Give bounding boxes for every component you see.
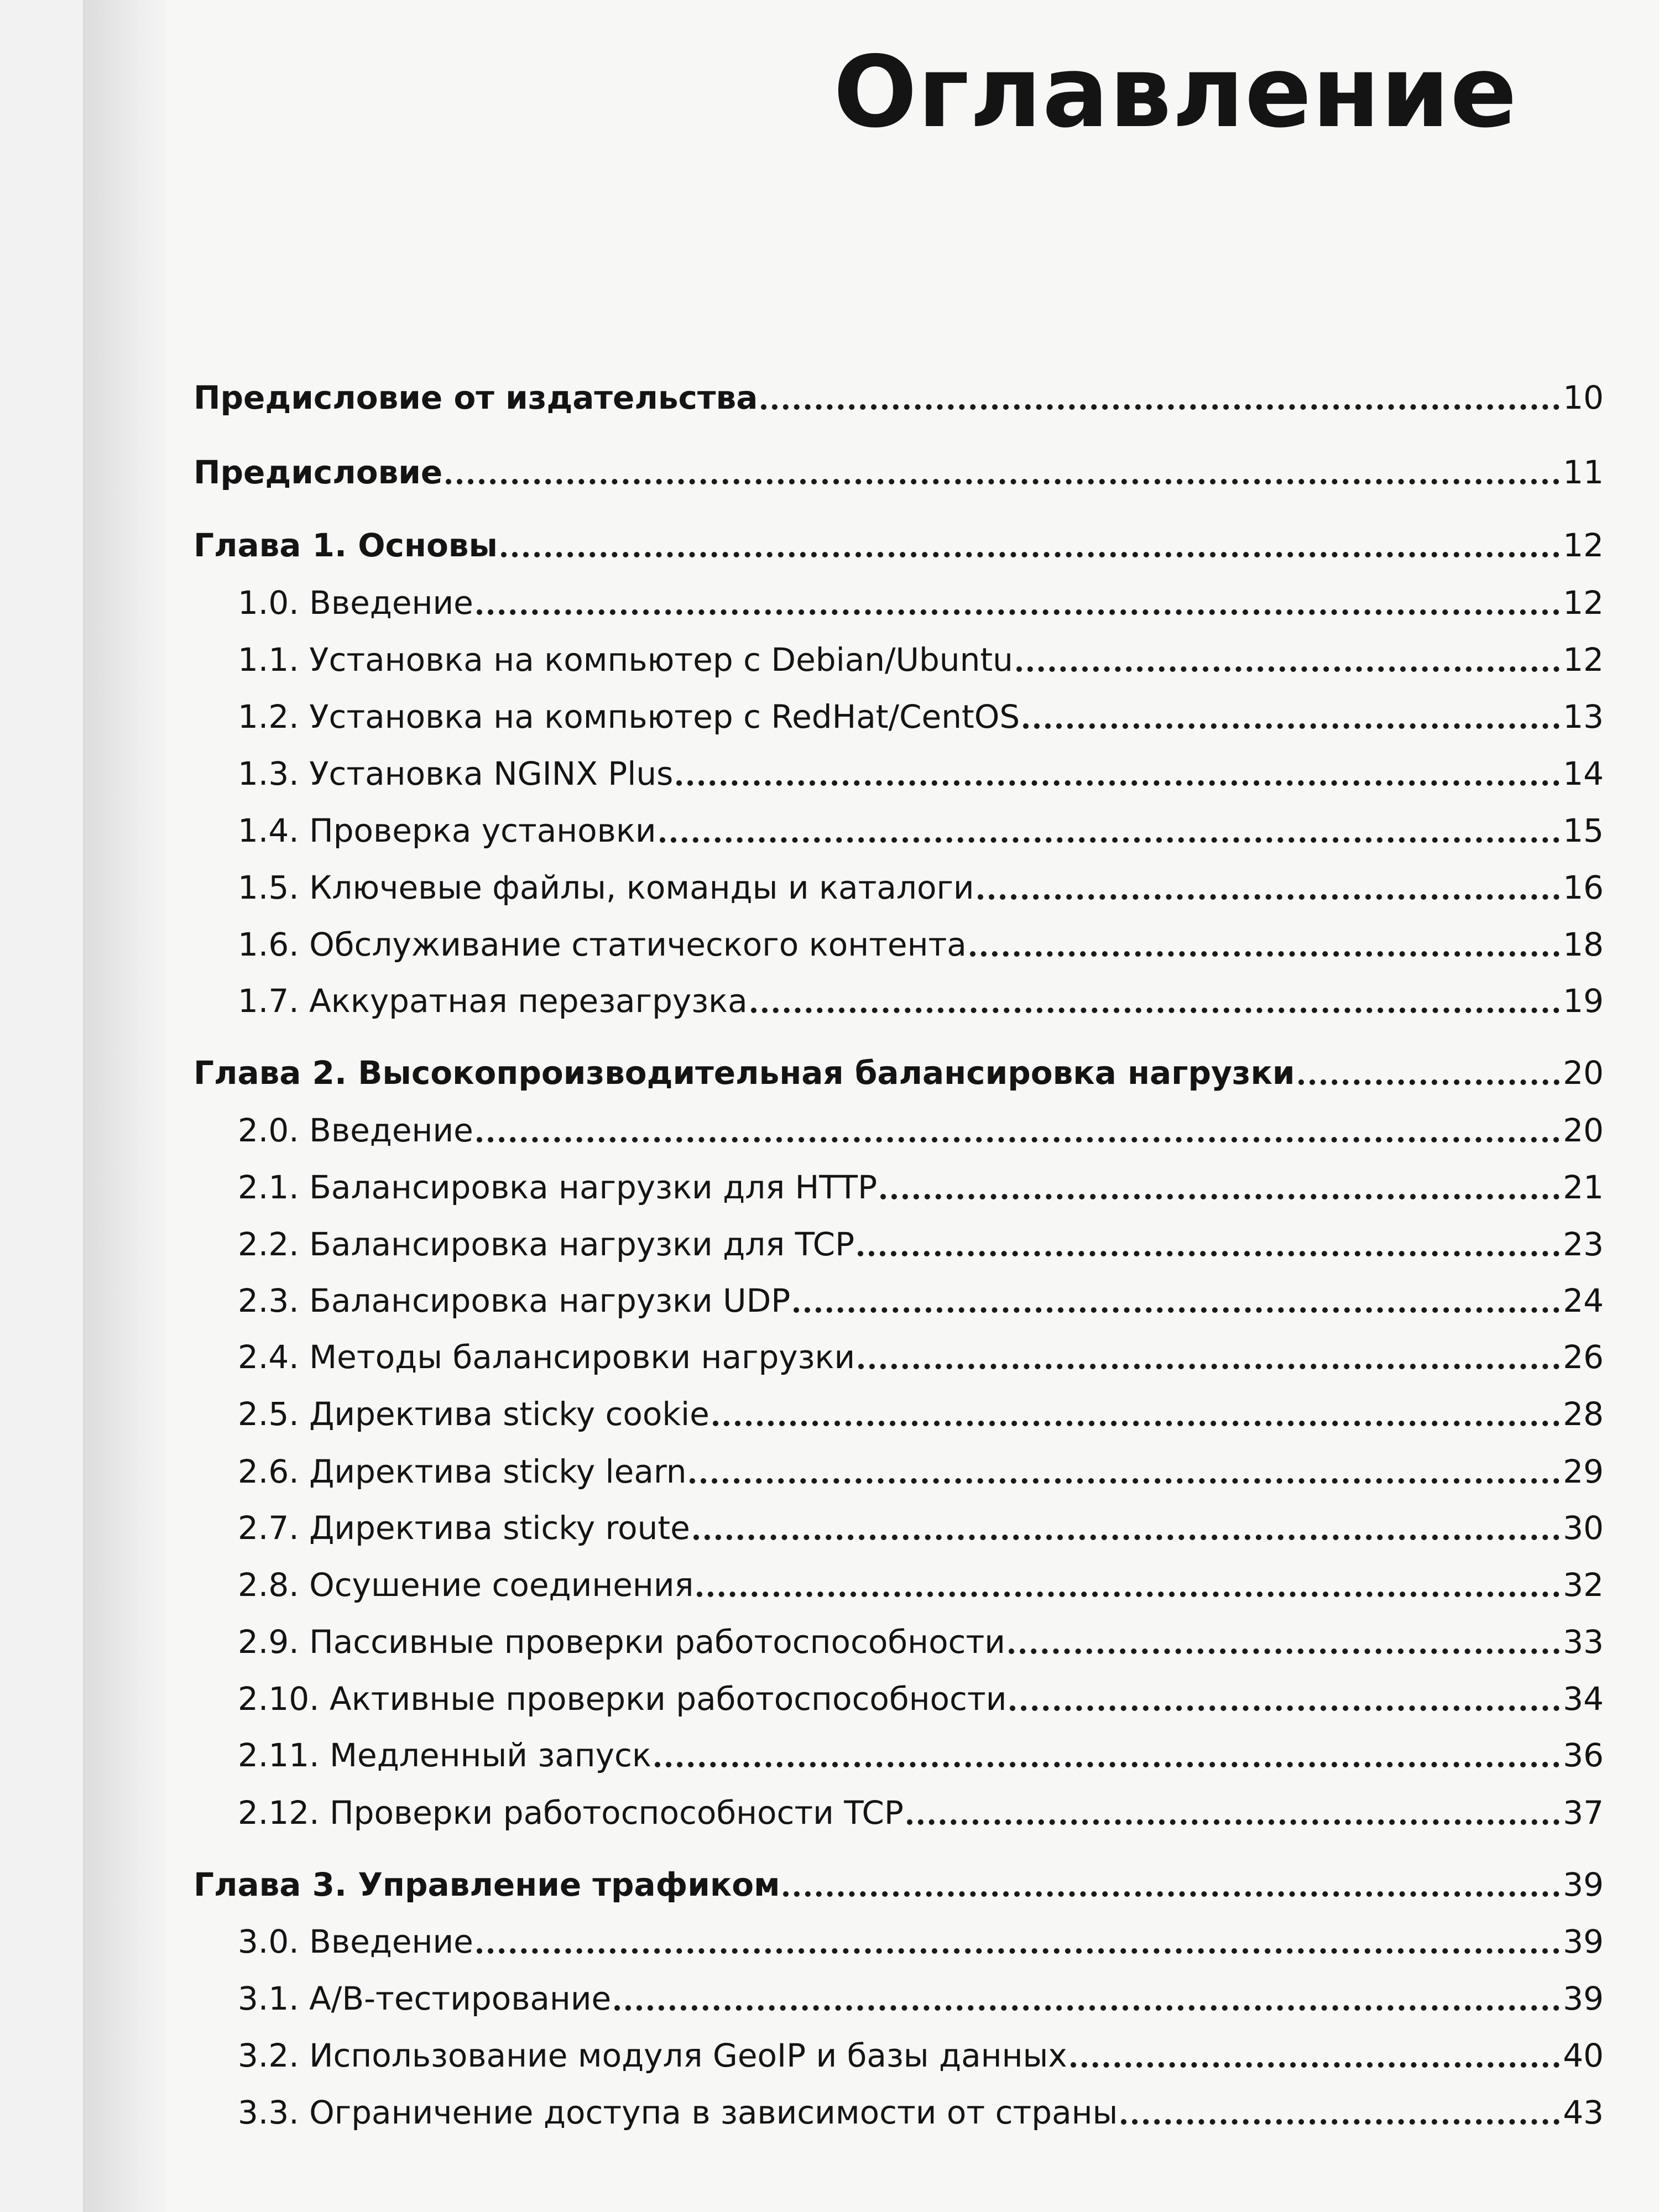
toc-entry-title: 3.1. A/B-тестирование [238, 1980, 612, 2018]
toc-section-entry [194, 1669, 1604, 1719]
toc-section-entry [194, 687, 1604, 737]
toc-page-number: 21 [1563, 1168, 1604, 1207]
toc-page-number: 15 [1563, 812, 1604, 850]
toc-page-number: 11 [1563, 453, 1604, 492]
dot-leader [970, 951, 1559, 957]
toc-section-entry [194, 630, 1604, 680]
toc-entry-title: 2.3. Балансировка нагрузки UDP [238, 1282, 791, 1320]
dot-leader [713, 1421, 1559, 1426]
dot-leader [1121, 2119, 1559, 2125]
toc-entry-title: 2.1. Балансировка нагрузки для HTTP [238, 1168, 878, 1207]
toc-page-number: 12 [1563, 584, 1604, 622]
toc-page-number: 10 [1563, 379, 1604, 417]
toc-entry-title: Предисловие [194, 453, 443, 492]
dot-leader [1009, 1648, 1559, 1654]
toc-entry-title: 1.6. Обслуживание статического контента [238, 926, 967, 964]
toc-section-entry [194, 1498, 1604, 1548]
toc-page-number: 39 [1563, 1980, 1604, 2018]
dot-leader [697, 1592, 1559, 1597]
toc-section-entry [194, 1271, 1604, 1321]
toc-page-number: 20 [1563, 1054, 1604, 1092]
toc-entry-title: 1.0. Введение [238, 584, 473, 622]
toc-page-number: 37 [1563, 1794, 1604, 1832]
table-of-contents [194, 0, 1604, 2212]
toc-entry-title: Предисловие от издательства [194, 379, 758, 417]
toc-chapter-entry [194, 442, 1604, 492]
toc-section-entry [194, 801, 1604, 851]
toc-section-entry [194, 2083, 1604, 2132]
dot-leader [761, 404, 1559, 410]
dot-leader [477, 1137, 1559, 1142]
toc-page-number: 16 [1563, 869, 1604, 907]
dot-leader [794, 1307, 1559, 1313]
dot-leader [446, 479, 1559, 484]
dot-leader [1016, 666, 1559, 672]
toc-page-number: 30 [1563, 1509, 1604, 1547]
toc-section-entry [194, 2026, 1604, 2075]
toc-section-entry [194, 1612, 1604, 1662]
toc-chapter-entry [194, 368, 1604, 418]
dot-leader [693, 1535, 1559, 1540]
dot-leader [1023, 723, 1559, 729]
toc-section-entry [194, 573, 1604, 623]
toc-page-number: 14 [1563, 755, 1604, 793]
dot-leader [751, 1008, 1560, 1013]
dot-leader [1071, 2062, 1560, 2068]
page-spine-shadow [83, 0, 166, 2212]
toc-page-number: 24 [1563, 1282, 1604, 1320]
toc-section-entry [194, 1725, 1604, 1775]
toc-entry-title: 2.4. Методы балансировки нагрузки [238, 1338, 855, 1376]
toc-entry-title: 1.7. Аккуратная перезагрузка [238, 982, 748, 1020]
toc-page-number: 23 [1563, 1225, 1604, 1264]
toc-section-entry [194, 1555, 1604, 1605]
toc-page-number: 20 [1563, 1112, 1604, 1150]
toc-chapter-entry [194, 1043, 1604, 1093]
toc-section-entry [194, 858, 1604, 907]
toc-section-entry [194, 1969, 1604, 2018]
dot-leader [477, 609, 1559, 615]
toc-section-entry [194, 1912, 1604, 1961]
toc-section-entry [194, 971, 1604, 1021]
toc-entry-title: 3.2. Использование модуля GeoIP и базы данных [238, 2037, 1067, 2075]
toc-entry-title: 2.10. Активные проверки работоспособности [238, 1680, 1007, 1718]
dot-leader [1010, 1705, 1559, 1711]
toc-section-entry [194, 1327, 1604, 1377]
toc-page-number: 40 [1563, 2037, 1604, 2075]
toc-entry-title: 2.8. Осушение соединения [238, 1566, 694, 1604]
toc-chapter-entry [194, 1855, 1604, 1905]
dot-leader [660, 837, 1560, 843]
toc-section-entry [194, 1384, 1604, 1434]
dot-leader [690, 1478, 1559, 1484]
toc-entry-title: 3.3. Ограничение доступа в зависимости от страны [238, 2094, 1118, 2132]
toc-entry-title: 2.7. Директива sticky route [238, 1509, 690, 1547]
toc-page-number: 12 [1563, 641, 1604, 679]
toc-page-number: 19 [1563, 982, 1604, 1020]
toc-page-number: 12 [1563, 526, 1604, 565]
toc-page-number: 43 [1563, 2094, 1604, 2132]
toc-entry-title: 1.5. Ключевые файлы, команды и каталоги [238, 869, 974, 907]
toc-section-entry [194, 1100, 1604, 1150]
toc-entry-title: 1.2. Установка на компьютер с RedHat/CentOS [238, 698, 1020, 736]
toc-page-number: 28 [1563, 1395, 1604, 1433]
dot-leader [783, 1891, 1559, 1897]
toc-page-number: 29 [1563, 1453, 1604, 1491]
toc-section-entry [194, 1442, 1604, 1491]
toc-section-entry [194, 1214, 1604, 1264]
page-title: Оглавление [833, 35, 1517, 149]
toc-section-entry [194, 744, 1604, 794]
toc-entry-title: 1.1. Установка на компьютер с Debian/Ubuntu [238, 641, 1013, 679]
toc-entry-title: 2.12. Проверки работоспособности TCP [238, 1794, 904, 1832]
toc-section-entry [194, 1783, 1604, 1833]
toc-page-number: 32 [1563, 1566, 1604, 1604]
toc-page-number: 34 [1563, 1680, 1604, 1718]
dot-leader [858, 1364, 1559, 1369]
toc-entry-title: 3.0. Введение [238, 1923, 473, 1961]
toc-page-number: 26 [1563, 1338, 1604, 1376]
dot-leader [614, 2005, 1559, 2011]
toc-page-number: 33 [1563, 1623, 1604, 1661]
toc-entry-title: 2.11. Медленный запуск [238, 1736, 651, 1775]
dot-leader [858, 1251, 1559, 1256]
toc-entry-title: Глава 3. Управление трафиком [194, 1866, 780, 1904]
dot-leader [477, 1948, 1559, 1954]
toc-page-number: 39 [1563, 1866, 1604, 1904]
toc-page-number: 39 [1563, 1923, 1604, 1961]
dot-leader [880, 1194, 1559, 1199]
toc-entry-title: 2.6. Директива sticky learn [238, 1453, 687, 1491]
dot-leader [655, 1762, 1559, 1767]
dot-leader [676, 780, 1559, 786]
toc-entry-title: 1.4. Проверка установки [238, 812, 656, 850]
toc-entry-title: Глава 2. Высокопроизводительная балансировка нагрузки [194, 1054, 1295, 1092]
dot-leader [978, 894, 1560, 900]
toc-entry-title: 2.9. Пассивные проверки работоспособности [238, 1623, 1005, 1661]
toc-chapter-entry [194, 515, 1604, 565]
dot-leader [907, 1819, 1559, 1825]
dot-leader [1298, 1079, 1560, 1085]
toc-entry-title: 1.3. Установка NGINX Plus [238, 755, 674, 793]
toc-entry-title: 2.2. Балансировка нагрузки для TCP [238, 1225, 855, 1264]
toc-section-entry [194, 1157, 1604, 1207]
toc-entry-title: 2.5. Директива sticky cookie [238, 1395, 709, 1433]
toc-section-entry [194, 915, 1604, 964]
toc-entry-title: Глава 1. Основы [194, 526, 498, 565]
toc-page-number: 18 [1563, 926, 1604, 964]
book-page [83, 0, 1659, 2212]
toc-entry-title: 2.0. Введение [238, 1112, 473, 1150]
toc-page-number: 36 [1563, 1736, 1604, 1775]
toc-page-number: 13 [1563, 698, 1604, 736]
dot-leader [501, 552, 1559, 557]
